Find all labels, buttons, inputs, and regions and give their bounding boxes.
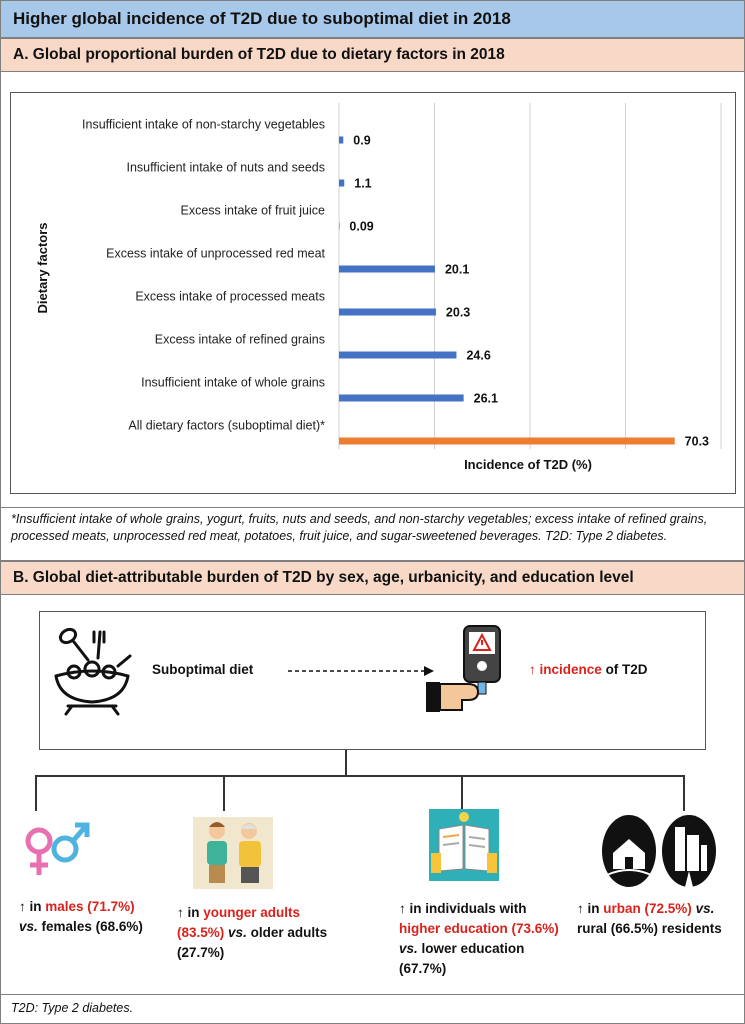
- tree-branch-age: [223, 775, 225, 811]
- section-a-panel: [0, 72, 745, 508]
- page-title: Higher global incidence of T2D due to suboptimal diet in 2018: [0, 0, 745, 38]
- stat-education: ↑ in individuals with higher education (73.6%) vs. lower education (67.7%): [399, 901, 559, 976]
- bar: [339, 395, 464, 402]
- education-icon: [429, 809, 499, 881]
- value-label: 20.3: [445, 305, 471, 320]
- category-label: All dietary factors (suboptimal diet)*: [128, 418, 325, 433]
- value-label: 70.3: [684, 434, 710, 449]
- chart-frame: [10, 92, 736, 494]
- result-suffix: of T2D: [605, 662, 648, 677]
- category-label: Insufficient intake of whole grains: [141, 375, 325, 390]
- chart-footnote: *Insufficient intake of whole grains, yogurt, fruits, nuts and seeds, and non-starchy vegetables; excess intake of refined grains, processed meats, unprocessed red meat, potatoes, fruit juice, and sugar-sweetened beverages. T2D: Type 2 diabetes.: [0, 508, 745, 561]
- young-old-adults-icon: [193, 817, 273, 889]
- value-label: 20.1: [444, 262, 470, 277]
- bar: [339, 180, 344, 187]
- category-label: Excess intake of processed meats: [135, 289, 325, 304]
- bar: [339, 352, 456, 359]
- bar: [339, 438, 675, 445]
- urban-rural-icon: [601, 813, 719, 889]
- result-arrow: ↑: [529, 662, 536, 677]
- stat-urbanicity: ↑ in urban (72.5%) vs. rural (66.5%) residents: [577, 901, 722, 936]
- category-label: Excess intake of unprocessed red meat: [106, 246, 325, 261]
- value-label: 0.09: [349, 219, 374, 234]
- category-label: Excess intake of refined grains: [154, 332, 325, 347]
- x-axis-label: Incidence of T2D (%): [464, 457, 592, 472]
- result-highlight: incidence: [539, 662, 602, 677]
- gender-symbols-icon: [21, 819, 91, 885]
- page-footer-note: T2D: Type 2 diabetes.: [0, 995, 745, 1024]
- value-label: 26.1: [473, 391, 498, 406]
- section-b-title: B. Global diet-attributable burden of T2D by sex, age, urbanicity, and education level: [0, 561, 745, 595]
- bar: [339, 266, 435, 273]
- tree-branch-education: [461, 775, 463, 811]
- stat-sex: ↑ in males (71.7%) vs. females (68.6%): [19, 899, 143, 934]
- diet-flow-box: [39, 611, 706, 750]
- tree-stem: [345, 750, 347, 776]
- bar: [339, 223, 340, 230]
- category-label: Insufficient intake of non-starchy vegetables: [82, 117, 325, 132]
- bar: [339, 309, 436, 316]
- tree-bar: [35, 775, 685, 777]
- section-b-panel: [0, 595, 745, 995]
- tree-branch-sex: [35, 775, 37, 811]
- result-label: [529, 662, 648, 677]
- stat-age-highlight: younger adults (83.5%): [177, 905, 301, 940]
- value-label: 24.6: [466, 348, 491, 363]
- stat-sex-highlight: males (71.7%): [45, 899, 135, 914]
- dashed-arrow: [288, 664, 438, 678]
- stat-age: ↑ in younger adults (83.5%) vs. older adults (27.7%): [177, 905, 328, 960]
- value-label: 1.1: [354, 176, 372, 191]
- y-axis-label: Dietary factors: [35, 222, 50, 314]
- stat-urbanicity-highlight: urban (72.5%): [603, 901, 692, 916]
- tree-branch-urban: [683, 775, 685, 811]
- category-label: Insufficient intake of nuts and seeds: [126, 160, 325, 175]
- category-label: Excess intake of fruit juice: [180, 203, 325, 218]
- value-label: 0.9: [353, 133, 371, 148]
- bar: [339, 137, 343, 144]
- section-a-title: A. Global proportional burden of T2D due to dietary factors in 2018: [0, 38, 745, 72]
- stat-education-highlight: higher education (73.6%): [399, 921, 559, 936]
- glucometer-icon: [422, 620, 510, 720]
- suboptimal-diet-label: Suboptimal diet: [152, 662, 254, 677]
- dietary-factors-bar-chart: [11, 93, 735, 493]
- salad-bowl-icon: [48, 626, 136, 718]
